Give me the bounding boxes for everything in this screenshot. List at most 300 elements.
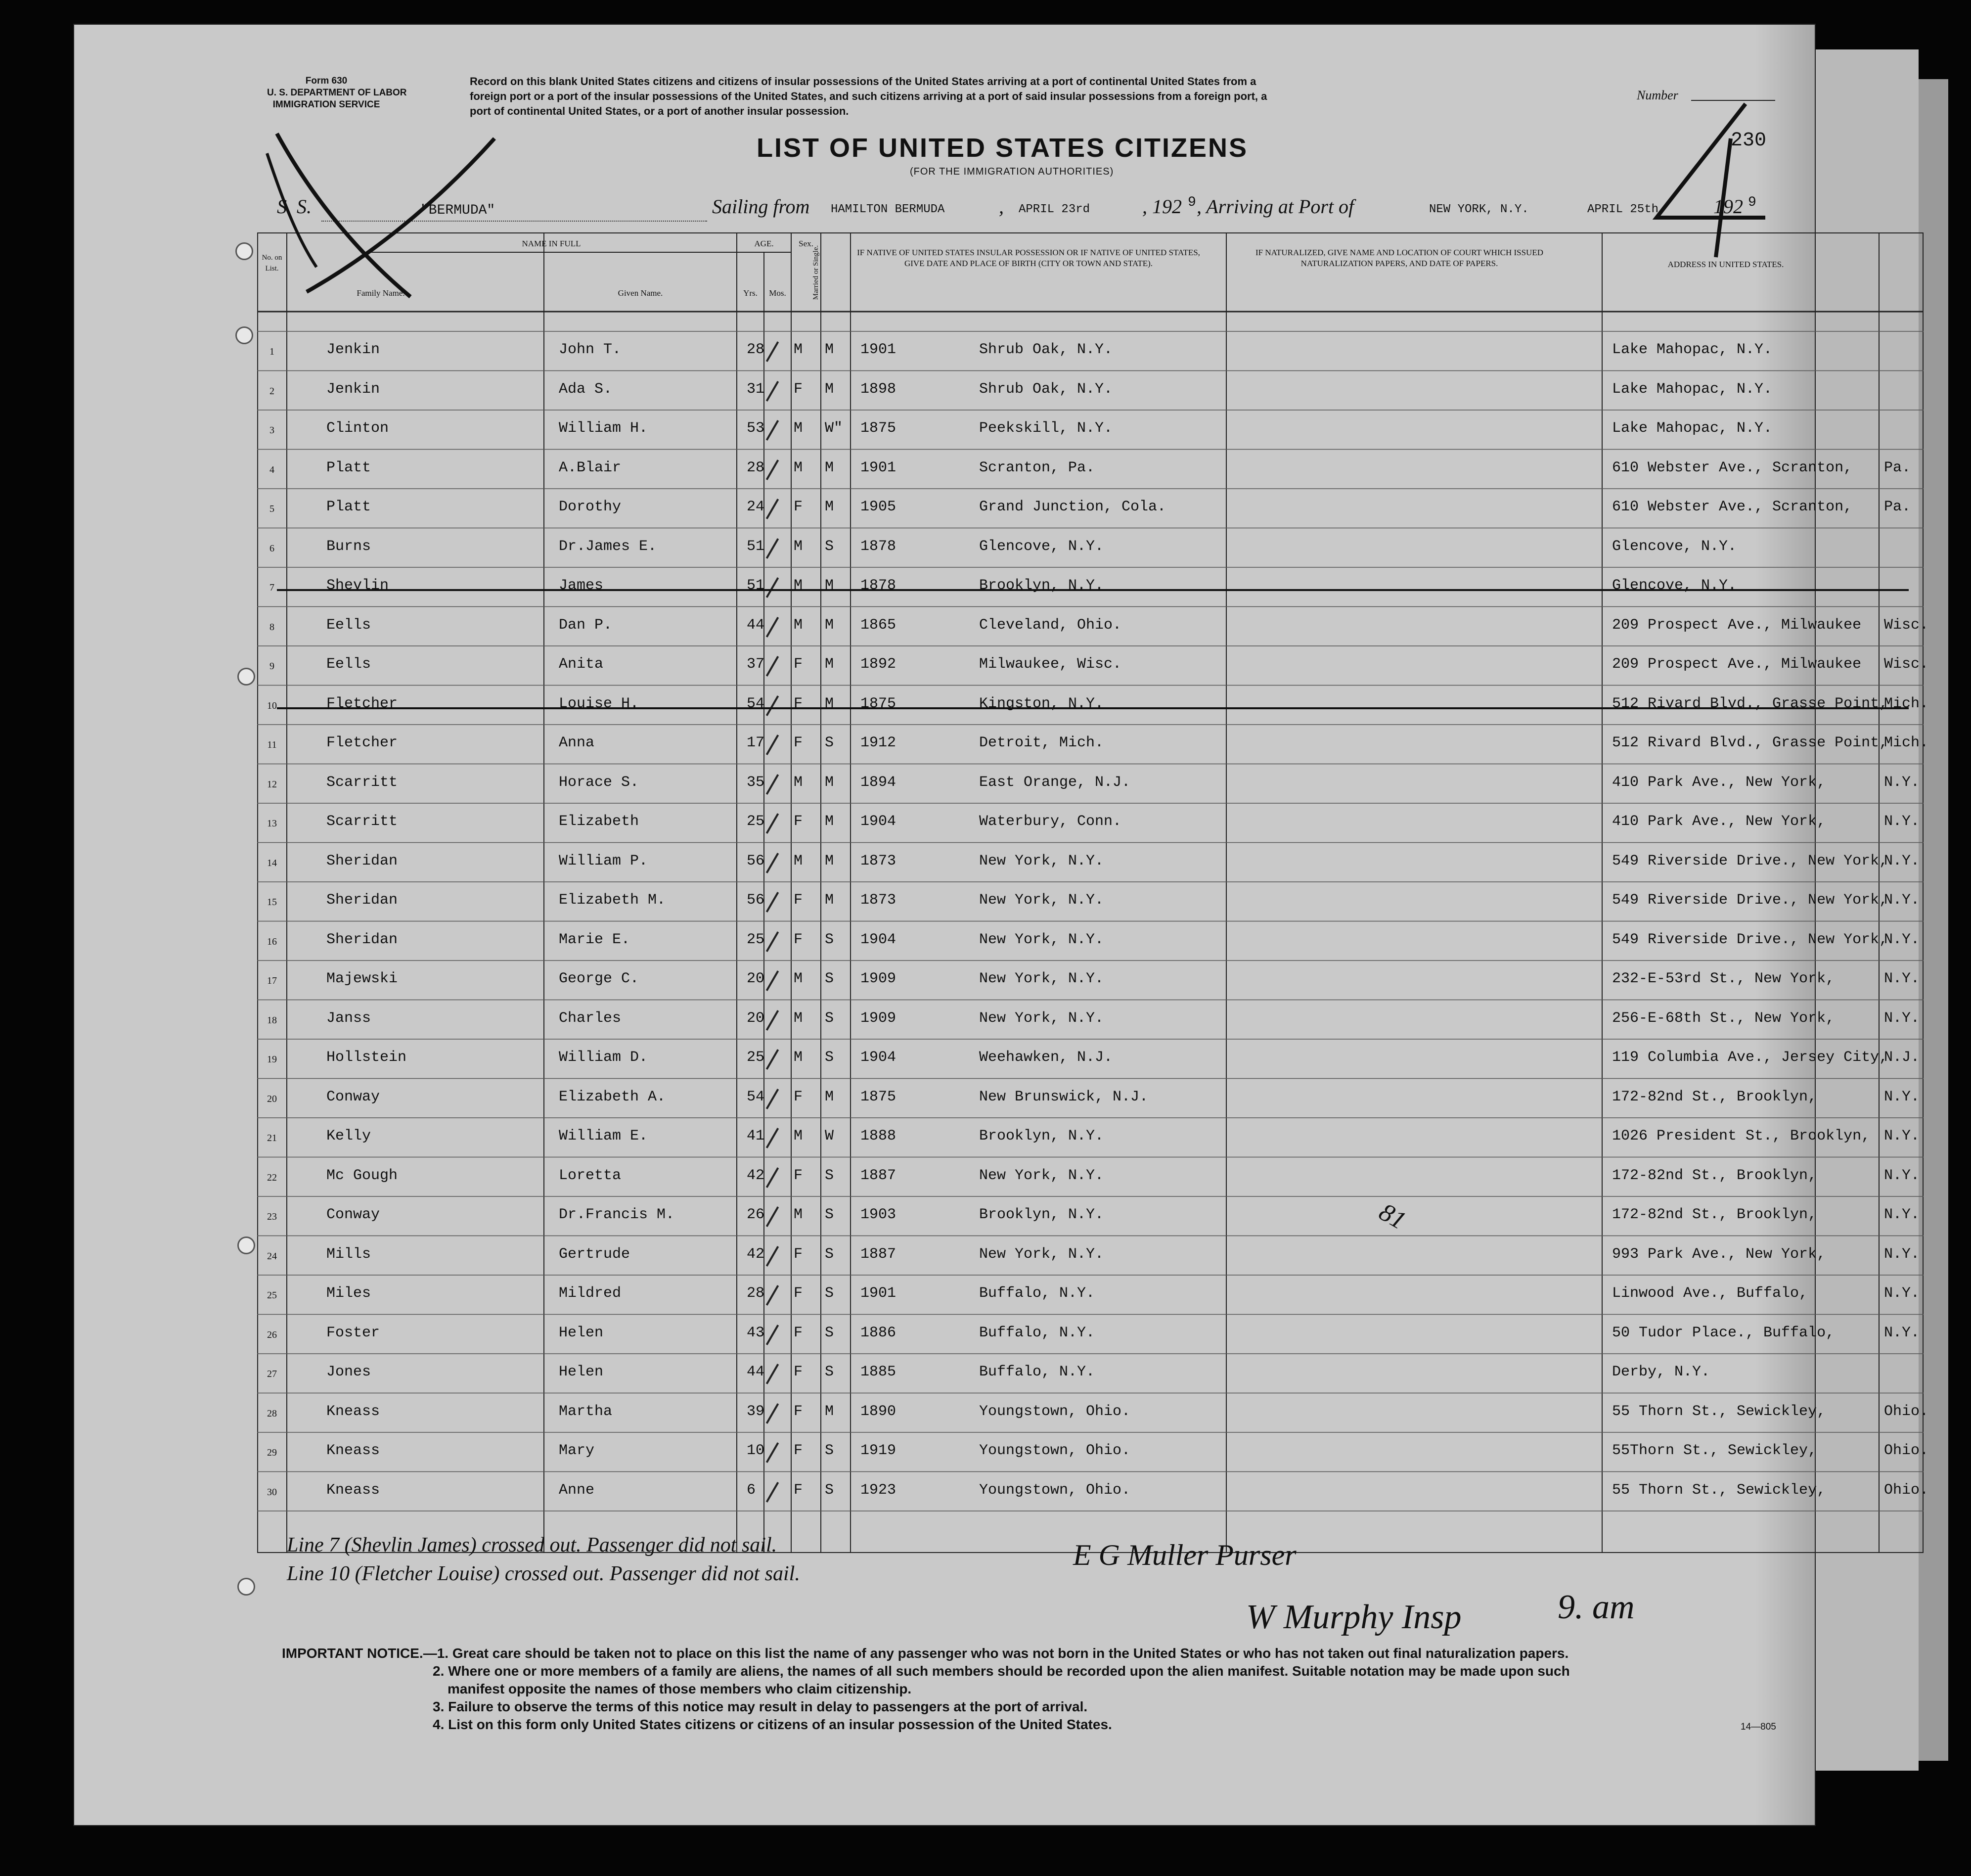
cell-sex: F <box>794 1245 803 1263</box>
check-mark <box>766 499 779 519</box>
cell-age: 25 <box>747 1049 765 1066</box>
cell-given: Horace S. <box>559 774 639 791</box>
table-row <box>257 371 1948 410</box>
row-number: 7 <box>269 582 274 593</box>
arrival-port: NEW YORK, N.Y. <box>1429 203 1529 216</box>
cell-family: Kneass <box>326 1481 380 1499</box>
cell-ms: S <box>825 970 834 987</box>
cell-state: N.J. <box>1884 1049 1920 1066</box>
cell-place: Brooklyn, N.Y. <box>979 577 1104 594</box>
cell-place: Grand Junction, Cola. <box>979 499 1166 515</box>
cell-family: Fletcher <box>326 734 398 751</box>
check-mark <box>766 1010 779 1031</box>
cell-state: N.Y. <box>1884 892 1920 909</box>
check-mark <box>766 1246 779 1267</box>
cell-family: Mc Gough <box>326 1167 398 1184</box>
cell-address: 410 Park Ave., New York, <box>1612 813 1826 830</box>
cell-address: 1026 President St., Brooklyn, <box>1612 1128 1871 1144</box>
arriving-label: , Arriving at Port of <box>1197 195 1354 218</box>
cell-place: Brooklyn, N.Y. <box>979 1128 1104 1144</box>
cell-ms: M <box>825 380 834 398</box>
cell-address: 50 Tudor Place., Buffalo, <box>1612 1324 1835 1341</box>
cell-year: 1903 <box>860 1206 896 1223</box>
table-row <box>257 1236 1948 1275</box>
cell-age: 28 <box>747 1285 765 1302</box>
cell-state: N.Y. <box>1884 1088 1920 1105</box>
cell-state: N.Y. <box>1884 1167 1920 1184</box>
cell-state: N.Y. <box>1884 1324 1920 1341</box>
cell-sex: F <box>794 1442 803 1459</box>
row-number: 4 <box>269 464 274 475</box>
margin-number: 81 <box>1374 1197 1411 1235</box>
cell-place: Peekskill, N.Y. <box>979 420 1113 437</box>
cell-ms: S <box>825 1324 834 1341</box>
table-row <box>257 410 1948 449</box>
cell-family: Burns <box>326 538 371 555</box>
cell-family: Jenkin <box>326 341 380 358</box>
cell-year: 1873 <box>860 852 896 869</box>
cell-age: 51 <box>747 577 765 594</box>
cell-address: 55 Thorn St., Sewickley, <box>1612 1481 1826 1499</box>
table-row <box>257 764 1948 803</box>
cell-ms: S <box>825 538 834 555</box>
sailing-date: APRIL 23rd <box>1019 203 1090 216</box>
cell-ms: S <box>825 1206 834 1223</box>
cell-family: Jones <box>326 1364 371 1380</box>
table-row <box>257 1472 1948 1510</box>
table-row <box>257 1079 1948 1117</box>
cell-address: Linwood Ave., Buffalo, <box>1612 1285 1808 1302</box>
cross-mark <box>262 119 519 307</box>
check-mark <box>766 695 779 716</box>
cell-ms: W <box>825 1128 834 1144</box>
row-number: 10 <box>267 700 277 711</box>
cell-given: Dr.James E. <box>559 538 657 555</box>
cell-place: Youngstown, Ohio. <box>979 1481 1131 1499</box>
row-number: 19 <box>267 1054 277 1065</box>
cell-place: Waterbury, Conn. <box>979 813 1122 830</box>
cell-ms: M <box>825 499 834 515</box>
cell-year: 1919 <box>860 1442 896 1459</box>
cell-age: 54 <box>747 1088 765 1105</box>
cell-given: Anita <box>559 656 604 673</box>
cell-year: 1898 <box>860 380 896 398</box>
cell-ms: M <box>825 656 834 673</box>
cell-given: George C. <box>559 970 639 987</box>
cell-age: 10 <box>747 1442 765 1459</box>
table-row <box>257 1118 1948 1156</box>
row-number: 9 <box>269 661 274 672</box>
cell-given: Anne <box>559 1481 595 1499</box>
cell-year: 1885 <box>860 1364 896 1380</box>
check-mark <box>766 538 779 559</box>
table-row <box>257 921 1948 960</box>
row-number: 13 <box>267 818 277 829</box>
cell-state: N.Y. <box>1884 1128 1920 1144</box>
check-mark <box>766 656 779 677</box>
cell-family: Mills <box>326 1245 371 1263</box>
table-body <box>257 331 1929 1518</box>
table-row <box>257 1157 1948 1196</box>
col-header-age: AGE. <box>754 239 774 248</box>
cell-given: Mary <box>559 1442 595 1459</box>
table-row <box>257 450 1948 488</box>
cell-sex: F <box>794 1167 803 1184</box>
check-mark <box>766 892 779 913</box>
cell-age: 20 <box>747 1009 765 1027</box>
cell-place: Glencove, N.Y. <box>979 538 1104 555</box>
cell-family: Kelly <box>326 1128 371 1144</box>
table-row <box>257 567 1948 606</box>
row-number: 8 <box>269 621 274 633</box>
cell-state: Mich. <box>1884 695 1929 712</box>
arrival-date: APRIL 25th <box>1587 203 1659 216</box>
cell-state: N.Y. <box>1884 1285 1920 1302</box>
check-mark <box>766 970 779 991</box>
col-header-family-name: Family Name. <box>357 288 405 298</box>
cell-age: 37 <box>747 656 765 673</box>
row-number: 30 <box>267 1486 277 1498</box>
cell-family: Kneass <box>326 1403 380 1420</box>
cell-age: 6 <box>747 1481 756 1499</box>
row-number: 12 <box>267 778 277 790</box>
page-number: 230 <box>1731 130 1767 152</box>
cell-sex: F <box>794 892 803 909</box>
table-row <box>257 1196 1948 1235</box>
col-header-no: No. on List. <box>262 254 282 273</box>
check-mark <box>766 813 779 834</box>
cell-year: 1887 <box>860 1167 896 1184</box>
cell-age: 51 <box>747 538 765 555</box>
cell-age: 17 <box>747 734 765 751</box>
notice-item-2b: manifest opposite the names of those members who claim citizenship. <box>448 1681 912 1696</box>
row-number: 26 <box>267 1329 277 1340</box>
check-mark <box>766 1403 779 1424</box>
cell-sex: F <box>794 656 803 673</box>
table-row <box>257 489 1948 527</box>
cell-address: 512 Rivard Blvd., Grasse Point, <box>1612 734 1888 751</box>
instruction-line: port of continental United States, or a port of another insular possession. <box>470 105 849 117</box>
check-mark <box>766 1442 779 1463</box>
cell-sex: F <box>794 1088 803 1105</box>
cell-sex: M <box>794 341 803 358</box>
check-mark <box>766 1325 779 1345</box>
cell-sex: F <box>794 813 803 830</box>
cell-family: Scarritt <box>326 774 398 791</box>
col-header-birth: IF NATIVE OF UNITED STATES INSULAR POSSESSION OR IF NATIVE OF UNITED STATES, GIVE DATE AND PLACE OF BIRTH (CITY OR TOWN AND STATE). <box>857 248 1200 268</box>
check-mark <box>766 734 779 755</box>
cell-sex: F <box>794 1285 803 1302</box>
cell-given: Marie E. <box>559 931 630 948</box>
cell-state: Pa. <box>1884 499 1911 515</box>
cell-sex: M <box>794 852 803 869</box>
table-row <box>257 686 1948 724</box>
cell-ms: S <box>825 1049 834 1066</box>
cell-ms: M <box>825 774 834 791</box>
notice-label: IMPORTANT NOTICE.—1. <box>282 1646 449 1661</box>
punch-hole <box>237 1236 255 1254</box>
inspector-mark: 9. am <box>1558 1588 1635 1626</box>
row-number: 2 <box>269 385 274 397</box>
cell-family: Shevlin <box>326 577 389 594</box>
table-row <box>257 528 1948 567</box>
cell-age: 24 <box>747 499 765 515</box>
cell-place: Buffalo, N.Y. <box>979 1285 1095 1302</box>
page-subtitle: (FOR THE IMMIGRATION AUTHORITIES) <box>910 166 1114 177</box>
check-mark <box>766 1167 779 1188</box>
cell-year: 1878 <box>860 577 896 594</box>
check-mark <box>766 1089 779 1109</box>
row-number: 20 <box>267 1093 277 1104</box>
cell-given: Martha <box>559 1403 613 1420</box>
cell-place: Weehawken, N.J. <box>979 1049 1113 1066</box>
table-row <box>257 331 1948 370</box>
cell-ms: M <box>825 1403 834 1420</box>
cell-given: A.Blair <box>559 459 622 476</box>
row-number: 1 <box>269 346 274 357</box>
cell-place: New York, N.Y. <box>979 1167 1104 1184</box>
cell-given: Louise H. <box>559 695 639 712</box>
cell-address: 256-E-68th St., New York, <box>1612 1009 1835 1027</box>
cell-given: Charles <box>559 1009 622 1027</box>
cell-given: Dorothy <box>559 499 622 515</box>
table-row <box>257 961 1948 999</box>
cell-address: 172-82nd St., Brooklyn, <box>1612 1206 1817 1223</box>
cell-family: Jenkin <box>326 380 380 398</box>
cell-address: 610 Webster Ave., Scranton, <box>1612 459 1853 476</box>
cell-year: 1904 <box>860 813 896 830</box>
cell-address: 209 Prospect Ave., Milwaukee <box>1612 656 1862 673</box>
cell-address: 209 Prospect Ave., Milwaukee <box>1612 616 1862 634</box>
cell-given: Gertrude <box>559 1245 630 1263</box>
cell-place: Brooklyn, N.Y. <box>979 1206 1104 1223</box>
cell-address: 610 Webster Ave., Scranton, <box>1612 499 1853 515</box>
row-number: 14 <box>267 857 277 869</box>
instructions <box>470 74 1267 119</box>
cell-address: 549 Riverside Drive., New York, <box>1612 931 1888 948</box>
cell-family: Hollstein <box>326 1049 407 1066</box>
punch-hole <box>237 668 255 686</box>
sailing-year-prefix: 192 <box>1152 195 1182 218</box>
cell-ms: S <box>825 931 834 948</box>
row-number: 15 <box>267 897 277 908</box>
cell-ms: S <box>825 734 834 751</box>
cell-given: William H. <box>559 420 648 437</box>
table-row <box>257 1275 1948 1314</box>
check-mark <box>766 1285 779 1306</box>
col-header-mos: Mos. <box>769 288 786 298</box>
cell-given: William P. <box>559 852 648 869</box>
cell-sex: F <box>794 1364 803 1380</box>
table-row <box>257 1354 1948 1392</box>
cell-state: Mich. <box>1884 734 1929 751</box>
cell-given: Dr.Francis M. <box>559 1206 675 1223</box>
row-number: 3 <box>269 425 274 436</box>
check-mark <box>766 1482 779 1503</box>
cell-sex: M <box>794 1009 803 1027</box>
cell-given: Elizabeth <box>559 813 639 830</box>
cell-ms: M <box>825 616 834 634</box>
cell-age: 56 <box>747 852 765 869</box>
check-mark <box>766 1128 779 1148</box>
row-number: 16 <box>267 936 277 947</box>
cell-age: 44 <box>747 616 765 634</box>
cell-place: New York, N.Y. <box>979 931 1104 948</box>
cell-family: Conway <box>326 1206 380 1223</box>
cell-state: Wisc. <box>1884 656 1929 673</box>
cell-place: Shrub Oak, N.Y. <box>979 341 1113 358</box>
cell-address: 549 Riverside Drive., New York, <box>1612 852 1888 869</box>
cell-sex: M <box>794 538 803 555</box>
cell-family: Platt <box>326 459 371 476</box>
cell-place: Buffalo, N.Y. <box>979 1324 1095 1341</box>
cell-sex: M <box>794 420 803 437</box>
cell-family: Platt <box>326 499 371 515</box>
cell-family: Foster <box>326 1324 380 1341</box>
cell-year: 1909 <box>860 970 896 987</box>
cell-address: Lake Mahopac, N.Y. <box>1612 341 1773 358</box>
cell-sex: M <box>794 970 803 987</box>
cell-address: 512 Rivard Blvd., Grasse Point, <box>1612 695 1888 712</box>
table-row <box>257 803 1948 842</box>
cell-place: East Orange, N.J. <box>979 774 1131 791</box>
cell-place: Youngstown, Ohio. <box>979 1403 1131 1420</box>
cell-address: 993 Park Ave., New York, <box>1612 1245 1826 1263</box>
ship-name: "BERMUDA" <box>420 203 495 218</box>
check-mark <box>766 1206 779 1227</box>
cell-sex: F <box>794 499 803 515</box>
table-row <box>257 1393 1948 1432</box>
cell-ms: M <box>825 695 834 712</box>
cell-place: New York, N.Y. <box>979 1009 1104 1027</box>
cell-year: 1886 <box>860 1324 896 1341</box>
cell-sex: F <box>794 931 803 948</box>
cell-given: John T. <box>559 341 622 358</box>
cell-age: 28 <box>747 459 765 476</box>
cell-ms: S <box>825 1481 834 1499</box>
cell-sex: F <box>794 734 803 751</box>
cell-ms: M <box>825 459 834 476</box>
check-mark <box>766 459 779 480</box>
cell-family: Sheridan <box>326 852 398 869</box>
cell-ms: S <box>825 1009 834 1027</box>
cell-sex: M <box>794 774 803 791</box>
cell-address: 55 Thorn St., Sewickley, <box>1612 1403 1826 1420</box>
cell-year: 1892 <box>860 656 896 673</box>
cell-year: 1909 <box>860 1009 896 1027</box>
table-row <box>257 646 1948 685</box>
cell-state: Ohio. <box>1884 1403 1929 1420</box>
cell-ms: S <box>825 1285 834 1302</box>
cell-given: William E. <box>559 1128 648 1144</box>
cell-state: Ohio. <box>1884 1442 1929 1459</box>
cell-address: 119 Columbia Ave., Jersey City, <box>1612 1049 1888 1066</box>
cell-address: 549 Riverside Drive., New York, <box>1612 892 1888 909</box>
col-header-address: ADDRESS IN UNITED STATES. <box>1667 260 1784 269</box>
cell-given: Dan P. <box>559 616 613 634</box>
cell-family: Miles <box>326 1285 371 1302</box>
cell-ms: W" <box>825 420 843 437</box>
cell-age: 42 <box>747 1167 765 1184</box>
cell-address: Derby, N.Y. <box>1612 1364 1710 1380</box>
important-notice <box>282 1645 1570 1734</box>
check-mark <box>766 617 779 638</box>
cell-year: 1878 <box>860 538 896 555</box>
cell-ms: M <box>825 1088 834 1105</box>
table-row <box>257 725 1948 763</box>
notice-item-4: 4. List on this form only United States citizens or citizens of an insular possession of the United States. <box>433 1717 1112 1732</box>
check-mark <box>766 1049 779 1070</box>
cell-year: 1901 <box>860 341 896 358</box>
cell-year: 1901 <box>860 1285 896 1302</box>
col-header-naturalized: IF NATURALIZED, GIVE NAME AND LOCATION OF COURT WHICH ISSUED NATURALIZATION PAPERS, AND DATE OF PAPERS. <box>1255 248 1543 268</box>
table-row <box>257 843 1948 881</box>
cell-place: New York, N.Y. <box>979 970 1104 987</box>
handwritten-note: Line 7 (Shevlin James) crossed out. Passenger did not sail. <box>287 1534 777 1556</box>
cell-address: 232-E-53rd St., New York, <box>1612 970 1835 987</box>
page-title: LIST OF UNITED STATES CITIZENS <box>757 133 1248 163</box>
cell-state: N.Y. <box>1884 813 1920 830</box>
cell-place: Cleveland, Ohio. <box>979 616 1122 634</box>
cell-year: 1865 <box>860 616 896 634</box>
cell-age: 56 <box>747 892 765 909</box>
cell-state: N.Y. <box>1884 774 1920 791</box>
row-number: 11 <box>267 739 277 750</box>
cell-place: New York, N.Y. <box>979 852 1104 869</box>
cell-family: Scarritt <box>326 813 398 830</box>
cell-year: 1904 <box>860 931 896 948</box>
mark-4 <box>1617 94 1780 272</box>
cell-family: Eells <box>326 616 371 634</box>
cell-place: Buffalo, N.Y. <box>979 1364 1095 1380</box>
cell-place: Shrub Oak, N.Y. <box>979 380 1113 398</box>
cell-age: 31 <box>747 380 765 398</box>
cell-given: Mildred <box>559 1285 622 1302</box>
cell-family: Clinton <box>326 420 389 437</box>
row-number: 21 <box>267 1133 277 1144</box>
cell-sex: M <box>794 616 803 634</box>
col-header-yrs: Yrs. <box>743 288 758 298</box>
cell-year: 1875 <box>860 420 896 437</box>
row-number: 23 <box>267 1211 277 1222</box>
cell-age: 53 <box>747 420 765 437</box>
cell-given: Elizabeth A. <box>559 1088 666 1105</box>
cell-family: Eells <box>326 656 371 673</box>
cell-age: 42 <box>747 1245 765 1263</box>
cell-address: Lake Mahopac, N.Y. <box>1612 420 1773 437</box>
cell-state: N.Y. <box>1884 1245 1920 1263</box>
row-number: 18 <box>267 1014 277 1026</box>
sailing-from-label: Sailing from <box>712 195 810 218</box>
cell-age: 28 <box>747 341 765 358</box>
notice-item-1: Great care should be taken not to place on this list the name of any passenger who was not born in the United States or who has not taken out final naturalization papers. <box>452 1646 1569 1661</box>
check-mark <box>766 577 779 598</box>
table-row <box>257 607 1948 645</box>
cell-address: 172-82nd St., Brooklyn, <box>1612 1167 1817 1184</box>
cell-place: New Brunswick, N.J. <box>979 1088 1149 1105</box>
check-mark <box>766 420 779 441</box>
departure-port: HAMILTON BERMUDA <box>831 203 945 216</box>
cell-address: 172-82nd St., Brooklyn, <box>1612 1088 1817 1105</box>
cell-ms: M <box>825 892 834 909</box>
table-row <box>257 1039 1948 1078</box>
row-number: 24 <box>267 1250 277 1262</box>
citizens-table <box>257 232 1929 1553</box>
cell-state: N.Y. <box>1884 931 1920 948</box>
manifest-page <box>74 25 1929 1825</box>
check-mark <box>766 341 779 362</box>
arrival-year-prefix: 192 <box>1713 195 1743 218</box>
